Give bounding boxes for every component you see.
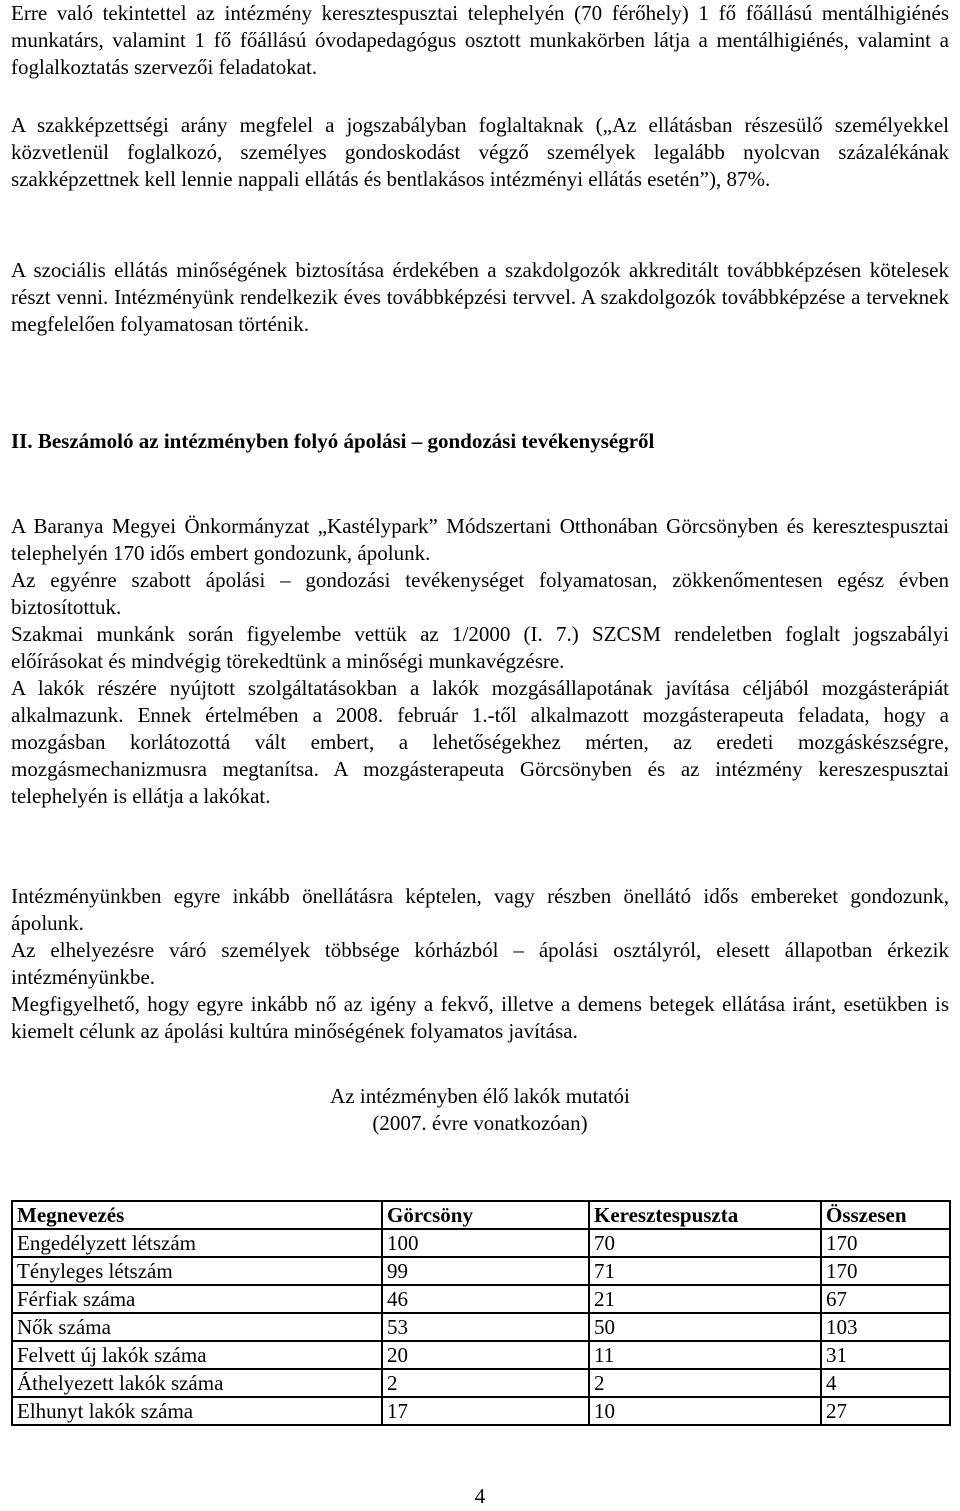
paragraph-continuous-care: Az egyénre szabott ápolási – gondozási tevékenységet folyamatosan, zökkenőmentesen egész évben biztosítottuk.: [11, 568, 949, 619]
table-cell: 100: [382, 1229, 589, 1257]
table-row: [12, 1257, 950, 1285]
table-cell: 10: [589, 1397, 821, 1425]
table-cell: 99: [382, 1257, 589, 1285]
table-title-line1: Az intézményben élő lakók mutatói: [330, 1084, 630, 1108]
table-cell: Elhunyt lakók száma: [12, 1397, 382, 1425]
table-cell: 17: [382, 1397, 589, 1425]
table-header-cell: Összesen: [821, 1201, 950, 1229]
table-cell: 50: [589, 1313, 821, 1341]
section-body-bottom: [11, 883, 949, 1045]
table-header-row: [12, 1201, 950, 1229]
paragraph-capacity: A Baranya Megyei Önkormányzat „Kastélypark” Módszertani Otthonában Görcsönyben és keresztespusztai telephelyén 170 idős embert gondozunk, ápolunk.: [11, 514, 949, 565]
paragraph-staffing: Erre való tekintettel az intézmény keresztespusztai telephelyén (70 férőhely) 1 fő főállású mentálhigiénés munkatárs, valamint 1 fő főállású óvodapedagógus osztott munkakörben látja a mentálhigiénés, valamint a foglalkoztatás szervezői feladatokat.: [11, 1, 949, 79]
table-cell: Férfiak száma: [12, 1285, 382, 1313]
table-cell: 170: [821, 1229, 950, 1257]
section-heading: II. Beszámoló az intézményben folyó ápolási – gondozási tevékenységről: [11, 429, 655, 453]
table-cell: Engedélyzett létszám: [12, 1229, 382, 1257]
table-row: [12, 1229, 950, 1257]
table-cell: 2: [382, 1369, 589, 1397]
table-cell: Nők száma: [12, 1313, 382, 1341]
page-number: 4: [474, 1484, 486, 1508]
table-header-cell: Megnevezés: [12, 1201, 382, 1229]
residents-table: [11, 1200, 951, 1426]
table-cell: 53: [382, 1313, 589, 1341]
paragraph-care-culture: Megfigyelhető, hogy egyre inkább nő az igény a fekvő, illetve a demens betegek ellátása iránt, esetükben is kiemelt célunk az ápolási kultúra minőségének folyamatos javítása.: [11, 992, 949, 1043]
section-body-middle: [11, 513, 949, 810]
paragraph-training: A szociális ellátás minőségének biztosítása érdekében a szakdolgozók akkreditált továbbképzésen kötelesek részt venni. Intézményünk rendelkezik éves továbbképzési tervvel. A szakdolgozók továbbképzése a terveknek megfelelően folyamatosan történik.: [11, 258, 949, 336]
table-cell: 11: [589, 1341, 821, 1369]
table-title-line2: (2007. évre vonatkozóan): [372, 1111, 588, 1135]
paragraph-admissions: Az elhelyezésre váró személyek többsége kórházból – ápolási osztályról, elesett állapotban érkezik intézményünkbe.: [11, 938, 949, 989]
table-cell: 20: [382, 1341, 589, 1369]
table-cell: 46: [382, 1285, 589, 1313]
table-cell: 27: [821, 1397, 950, 1425]
table-row: [12, 1285, 950, 1313]
table-cell: 70: [589, 1229, 821, 1257]
paragraph-regulations: Szakmai munkánk során figyelembe vettük az 1/2000 (I. 7.) SZCSM rendeletben foglalt jogszabályi előírásokat és mindvégig törekedtünk a minőségi munkavégzésre.: [11, 622, 949, 673]
table-cell: 67: [821, 1285, 950, 1313]
table-row: [12, 1369, 950, 1397]
table-header-cell: Keresztespuszta: [589, 1201, 821, 1229]
residents-table-wrapper: [11, 1200, 949, 1426]
table-cell: Áthelyezett lakók száma: [12, 1369, 382, 1397]
paragraph-dependency: Intézményünkben egyre inkább önellátásra képtelen, vagy részben önellátó idős embereket gondozunk, ápolunk.: [11, 884, 949, 935]
table-row: [12, 1313, 950, 1341]
table-cell: 103: [821, 1313, 950, 1341]
paragraph-movement-therapy: A lakók részére nyújtott szolgáltatásokban a lakók mozgásállapotának javítása céljából mozgásterápiát alkalmazunk. Ennek értelmében a 2008. február 1.-től alkalmazott mozgásterapeuta feladata, hogy a mozgásban korlátozottá vált embert, a lehetőségekhez mérten, az eredeti mozgáskészségre, mozgásmechanizmusra megtanítsa. A mozgásterapeuta Görcsönyben és az intézmény kereszespusztai telephelyén is ellátja a lakókat.: [11, 676, 949, 808]
table-cell: 21: [589, 1285, 821, 1313]
table-cell: 2: [589, 1369, 821, 1397]
table-row: [12, 1397, 950, 1425]
paragraph-qualification-ratio: A szakképzettségi arány megfelel a jogszabályban foglaltaknak („Az ellátásban részesülő személyekkel közvetlenül foglalkozó, személyes gondoskodást végző személyek legalább nyolcvan százalékának szakképzettnek kell lennie nappali ellátás és bentlakásos intézményi ellátás esetén”), 87%.: [11, 113, 949, 191]
table-cell: Tényleges létszám: [12, 1257, 382, 1285]
table-header-cell: Görcsöny: [382, 1201, 589, 1229]
table-cell: 170: [821, 1257, 950, 1285]
table-cell: 71: [589, 1257, 821, 1285]
table-cell: Felvett új lakók száma: [12, 1341, 382, 1369]
table-row: [12, 1341, 950, 1369]
table-cell: 31: [821, 1341, 950, 1369]
table-cell: 4: [821, 1369, 950, 1397]
table-title: [11, 1083, 949, 1137]
